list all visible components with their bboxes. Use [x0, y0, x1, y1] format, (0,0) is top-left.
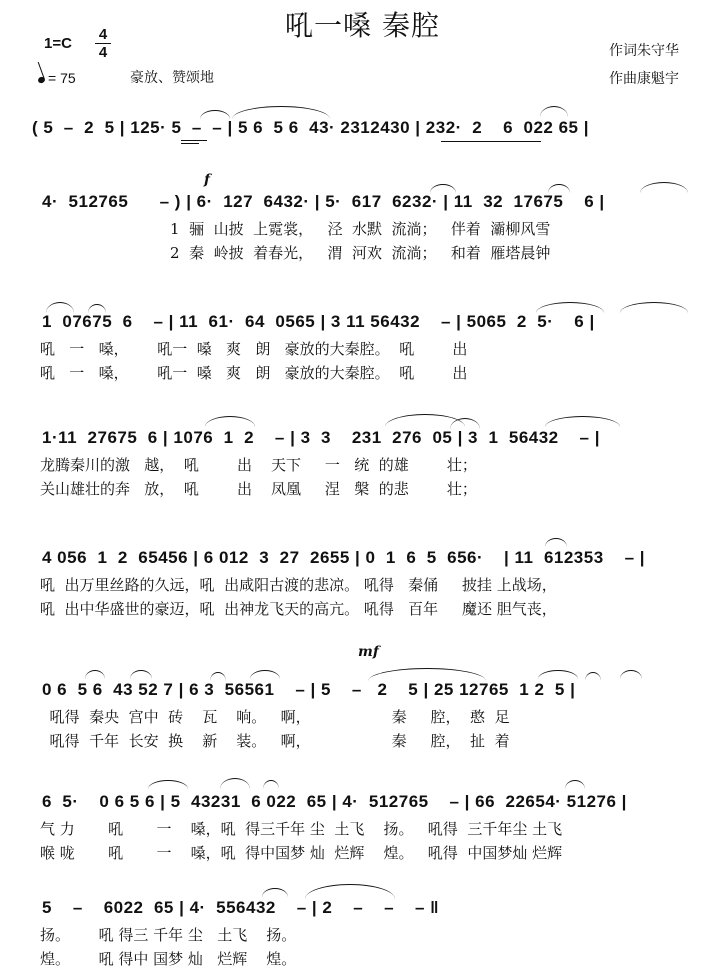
composer-credit: 作曲康魁宇	[609, 71, 679, 87]
lyrics-verse-1: 龙腾秦川的激 越， 吼 出 天下 一 统 的雄 壮；	[40, 456, 477, 474]
dynamic-mezzo-forte: mf	[358, 644, 379, 660]
dynamic-forte: f	[204, 172, 211, 188]
slur	[538, 670, 578, 679]
slur	[130, 670, 152, 679]
time-signature	[95, 27, 111, 60]
slur	[585, 672, 601, 681]
slur	[640, 182, 688, 193]
song-title: 吼一嗓 秦腔	[285, 9, 440, 42]
time-signature-top: 4	[98, 26, 108, 43]
lyrics-verse-1: 吼得 秦央 宫中 砖 瓦 响。 啊， 秦 腔， 憨 足	[40, 708, 510, 726]
lyrics-verse-2: 吼得 千年 长安 换 新 装。 啊， 秦 腔， 扯 着	[40, 732, 510, 750]
beam	[181, 143, 199, 144]
notation-line-1: ( 5 – 2 5 | 125· 5 – – | 5 6 5 6 43· 2312430 | 232· 2 6 022 65 |	[32, 118, 589, 137]
slur	[545, 416, 620, 427]
notation-line-6: 0 6 5 6 43 52 7 | 6 3 56561 – | 5 – 2 5 | 25 12765 1 2 5 |	[42, 680, 576, 699]
slur	[620, 302, 688, 313]
lyrics-verse-1: 吼 一 嗓， 吼一 嗓 爽 朗 豪放的大秦腔。 吼 出	[40, 340, 468, 358]
slur	[85, 670, 105, 679]
lyricist-credit: 作词朱守华	[609, 43, 679, 59]
lyrics-verse-1: 气 力 吼 一 嗓，吼 得三千年 尘 土飞 扬。 吼得 三千年尘 土飞	[40, 820, 563, 838]
lyrics-verse-2: 煌。 吼 得中 国梦 灿 烂辉 煌。	[40, 950, 297, 968]
lyrics-verse-1: 吼 出万里丝路的久远，吼 出咸阳古渡的悲凉。 吼得 秦俑 披挂 上战场，	[40, 576, 557, 594]
time-signature-bottom: 4	[98, 44, 108, 61]
tie	[305, 884, 395, 899]
slur	[205, 416, 255, 427]
lyrics-verse-2: 吼 出中华盛世的豪迈，吼 出神龙飞天的高亢。 吼得 百年 魔还 胆气丧，	[40, 600, 557, 618]
key-signature: 1=C	[44, 35, 72, 52]
slur	[263, 780, 279, 789]
expression-marking: 豪放、赞颂地	[130, 70, 214, 86]
slur	[565, 780, 585, 789]
notation-line-2: 4· 512765 – ) | 6· 127 6432· | 5· 617 6232· | 11 32 17675 6 |	[42, 192, 605, 211]
tempo-marking	[38, 70, 76, 86]
notation-line-8: 5 – 6022 65 | 4· 556432 – | 2 – – – ‖	[42, 898, 440, 917]
slur	[540, 106, 568, 117]
beam	[181, 140, 207, 141]
slur	[545, 538, 567, 547]
slur	[220, 778, 250, 789]
lyrics-verse-1: 1 骊 山披 上霓裳， 泾 水默 流淌； 伴着 灞柳风雪	[170, 220, 551, 238]
slur	[148, 780, 188, 789]
slur	[262, 888, 288, 897]
lyrics-verse-2: 关山雄壮的奔 放， 吼 出 凤凰 涅 槃 的悲 壮；	[40, 480, 477, 498]
beam	[441, 141, 541, 142]
lyrics-verse-2: 吼 一 嗓， 吼一 嗓 爽 朗 豪放的大秦腔。 吼 出	[40, 364, 468, 382]
quarter-note-icon	[37, 76, 46, 84]
lyrics-verse-2: 2 秦 岭披 着春光， 渭 河欢 流淌； 和着 雁塔晨钟	[170, 244, 551, 262]
notation-line-7: 6 5· 0 6 5 6 | 5 43231 6 022 65 | 4· 512765 – | 66 22654· 51276 |	[42, 792, 627, 811]
notation-line-4: 1·11 27675 6 | 1076 1 2 – | 3 3 231 276 05 | 3 1 56432 – |	[42, 428, 600, 447]
notation-line-5: 4 056 1 2 65456 | 6 012 3 27 2655 | 0 1 6 5 656· | 11 612353 – |	[42, 548, 646, 567]
lyrics-verse-1: 扬。 吼 得三 千年 尘 土飞 扬。	[40, 926, 297, 944]
lyrics-verse-2: 喉 咙 吼 一 嗓，吼 得中国梦 灿 烂辉 煌。 吼得 中国梦灿 烂辉	[40, 844, 563, 862]
slur	[620, 670, 642, 679]
tempo-value: = 75	[48, 70, 76, 86]
notation-line-3: 1 07675 6 – | 11 61· 64 0565 | 3 11 56432 – | 5065 2 5· 6 |	[42, 312, 595, 331]
slur	[250, 670, 280, 679]
